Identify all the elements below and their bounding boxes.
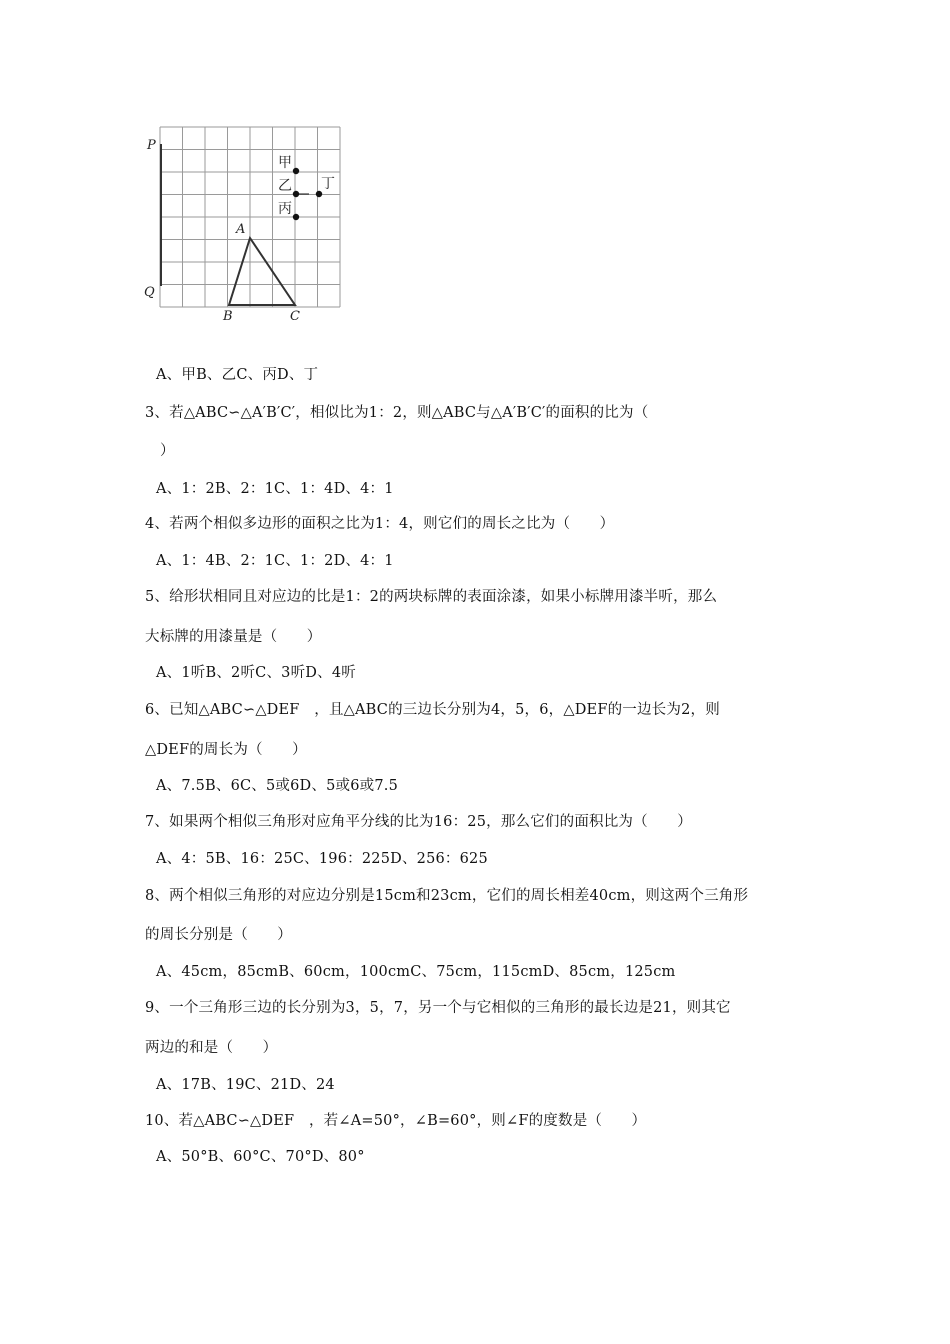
- label-q: Q: [144, 285, 155, 300]
- q4-options: A、1：4B、2：1C、1：2D、4：1: [156, 553, 394, 569]
- label-p: P: [147, 138, 156, 153]
- label-bing: 丙: [278, 201, 292, 217]
- q5-stem-cont: 大标牌的用漆量是（ ）: [145, 629, 322, 645]
- q10-stem: 10、若△ABC∽△DEF ，若∠A=50°，∠B=60°，则∠F的度数是（ ）: [145, 1113, 647, 1129]
- label-c: C: [290, 309, 300, 324]
- label-b: B: [223, 309, 233, 324]
- q9-stem-cont: 两边的和是（ ）: [145, 1040, 278, 1056]
- label-yi: 乙: [278, 178, 292, 194]
- q2-options: A、甲B、乙C、丙D、丁: [156, 367, 319, 383]
- q6-options: A、7.5B、6C、5或6D、5或6或7.5: [156, 778, 398, 794]
- q3-stem: 3、若△ABC∽△A′B′C′，相似比为1：2，则△ABC与△A′B′C′的面积的比为（: [145, 405, 649, 421]
- label-jia: 甲: [278, 155, 292, 171]
- q8-options: A、45cm，85cmB、60cm，100cmC、75cm，115cmD、85cm，125cm: [156, 964, 676, 980]
- q4-stem: 4、若两个相似多边形的面积之比为1：4，则它们的周长之比为（ ）: [145, 516, 615, 532]
- grid-figure: [140, 120, 360, 330]
- point-bing: [293, 214, 299, 220]
- q3-stem-cont: ）: [160, 443, 175, 459]
- q7-options: A、4：5B、16：25C、196：225D、256：625: [156, 851, 488, 867]
- grid: [160, 127, 340, 307]
- q3-options: A、1：2B、2：1C、1：4D、4：1: [156, 481, 394, 497]
- q8-stem: 8、两个相似三角形的对应边分别是15cm和23cm，它们的周长相差40cm，则这两个三角形: [145, 888, 749, 904]
- q7-stem: 7、如果两个相似三角形对应角平分线的比为16：25，那么它们的面积比为（ ）: [145, 814, 692, 830]
- grid-figure-svg: [140, 120, 360, 330]
- q9-options: A、17B、19C、21D、24: [156, 1077, 335, 1093]
- point-jia: [293, 168, 299, 174]
- label-a: A: [236, 222, 246, 237]
- q5-options: A、1听B、2听C、3听D、4听: [156, 665, 356, 681]
- q8-stem-cont: 的周长分别是（ ）: [145, 927, 292, 943]
- q10-options: A、50°B、60°C、70°D、80°: [156, 1149, 365, 1165]
- q9-stem: 9、一个三角形三边的长分别为3，5，7，另一个与它相似的三角形的最长边是21，则其它: [145, 1000, 731, 1016]
- q5-stem: 5、给形状相同且对应边的比是1：2的两块标牌的表面涂漆，如果小标牌用漆半听，那么: [145, 589, 718, 605]
- label-ding: 丁: [321, 176, 335, 192]
- q6-stem-cont: △DEF的周长为（ ）: [145, 742, 307, 758]
- q6-stem: 6、已知△ABC∽△DEF ，且△ABC的三边长分别为4，5，6，△DEF的一边长为2，则: [145, 702, 720, 718]
- triangle-abc: [229, 238, 295, 305]
